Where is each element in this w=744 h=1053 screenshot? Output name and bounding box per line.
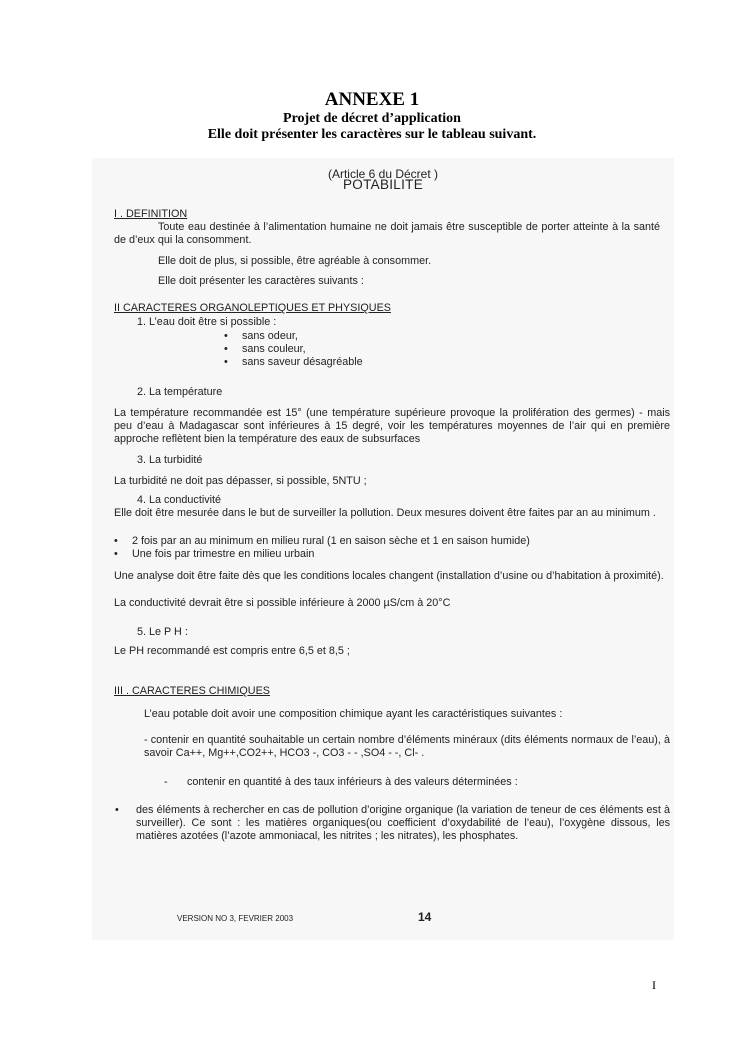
- list-item: • sans saveur désagréable: [242, 356, 363, 369]
- list-item: • sans couleur,: [242, 343, 363, 356]
- item-ph: 5. Le P H :: [137, 626, 188, 638]
- chimiques-mineraux: - contenir en quantité souhaitable un certain nombre d’éléments minéraux (dits éléments normaux de l’eau), à savoir Ca++, Mg++,CO2++, HCO3 -, CO3 - - ,SO4 - -, Cl- .: [144, 734, 670, 759]
- item-eau-si-possible: 1. L’eau doit être si possible :: [137, 316, 277, 328]
- section-definition-heading: I . DEFINITION: [114, 208, 188, 220]
- item-temperature: 2. La température: [137, 386, 223, 398]
- potabilite-title: POTABILITE: [342, 177, 424, 192]
- conductivite-limite: La conductivité devrait être si possible inférieure à 2000 µS/cm à 20°C: [114, 597, 451, 609]
- footer-version: VERSION NO 3, FEVRIER 2003: [177, 914, 294, 923]
- article-reference: (Article 6 du Décret ): [327, 167, 439, 181]
- annexe-title: ANNEXE 1: [324, 89, 420, 110]
- organoleptic-bullets: [242, 330, 363, 369]
- bullet-marker: •: [115, 804, 119, 816]
- section-organoleptiques-heading: II CARACTERES ORGANOLEPTIQUES ET PHYSIQUES: [114, 302, 391, 314]
- item-conductivite: 4. La conductivité: [137, 494, 222, 506]
- page-mark: I: [652, 978, 656, 992]
- decree-subtitle: Projet de décret d’application: [283, 111, 461, 126]
- temperature-paragraph: La température recommandée est 15° (une température supérieure provoque la prolifération des germes) - mais peu d’eau à Madagascar sont inférieures à 15 degré, voir les températures moyennes de l’air qui en première approche reflètent bien la température des eaux de subsurfaces: [114, 407, 670, 445]
- definition-agreable: Elle doit de plus, si possible, être agréable à consommer.: [158, 255, 432, 267]
- dash-marker: -: [164, 776, 168, 788]
- conductivite-bullets: [132, 535, 530, 561]
- item-turbidite: 3. La turbidité: [137, 454, 203, 466]
- turbidite-paragraph: La turbidité ne doit pas dépasser, si possible, 5NTU ;: [114, 475, 367, 487]
- conductivite-analyse: Une analyse doit être faite dès que les conditions locales changent (installation d’usine ou d’habitation à proximité).: [114, 570, 664, 582]
- chimiques-intro: L’eau potable doit avoir une composition chimique ayant les caractéristiques suivantes :: [144, 708, 563, 720]
- definition-paragraph: Toute eau destinée à l’alimentation humaine ne doit jamais être susceptible de porter atteinte à la santé de d’eux qui la consomment.: [114, 221, 660, 246]
- list-item: • sans odeur,: [242, 330, 363, 343]
- chimiques-pollution: des éléments à rechercher en cas de pollution d’origine organique (la variation de teneur de ces éléments est à surveiller). Ce sont : les matières organiques(ou coefficient d’oxydabilité de l’eau), l’oxygène dissous, les matières azotées (l’azote ammoniacal, les nitrites ; les nitrates), les phosphates.: [136, 804, 670, 842]
- table-subtitle: Elle doit présenter les caractères sur le tableau suivant.: [207, 127, 537, 142]
- scanned-page: [92, 158, 674, 940]
- definition-caracteres: Elle doit présenter les caractères suivants :: [158, 275, 364, 287]
- page-header: [0, 88, 744, 143]
- section-chimiques-heading: III . CARACTERES CHIMIQUES: [114, 685, 270, 697]
- list-item: • Une fois par trimestre en milieu urbain: [132, 548, 530, 561]
- ph-paragraph: Le PH recommandé est compris entre 6,5 et 8,5 ;: [114, 645, 350, 657]
- conductivite-paragraph: Elle doit être mesurée dans le but de surveiller la pollution. Deux mesures doivent être faites par an au minimum .: [114, 507, 656, 519]
- chimiques-taux: contenir en quantité à des taux inférieurs à des valeurs déterminées :: [187, 776, 518, 788]
- footer-page-number: 14: [418, 910, 432, 924]
- list-item: • 2 fois par an au minimum en milieu rural (1 en saison sèche et 1 en saison humide): [132, 535, 530, 548]
